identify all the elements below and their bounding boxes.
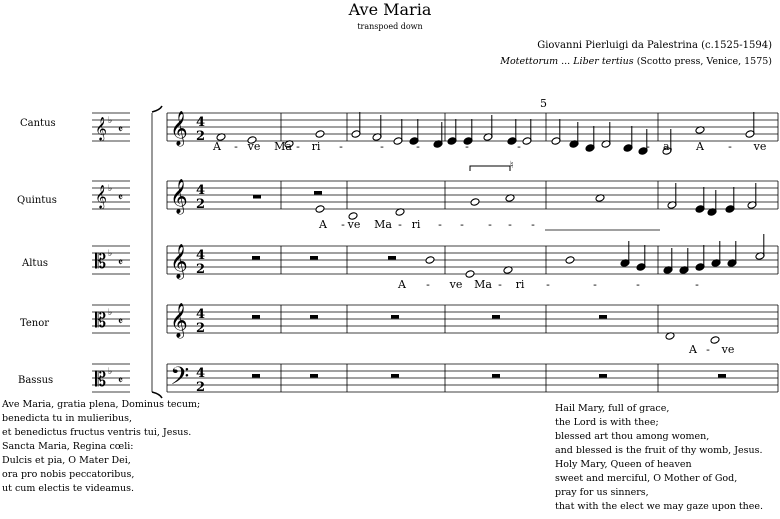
- lyric-syllable: -: [728, 140, 732, 153]
- rest-mark: [310, 374, 318, 378]
- lyric-syllable: Ma: [274, 140, 292, 153]
- lyric-syllable: Ma: [474, 278, 492, 291]
- lyric-syllable: A: [696, 140, 704, 153]
- english-line: sweet and merciful, O Mother of God,: [555, 473, 738, 484]
- lyric-syllable: -: [341, 218, 345, 231]
- measure-number: 5: [540, 97, 547, 110]
- lyric-syllable: -: [498, 278, 502, 291]
- incipit-flat: ♭: [108, 308, 113, 318]
- lyric-syllable: Ma: [374, 218, 392, 231]
- time-signature-bottom: 2: [196, 129, 206, 144]
- incipit-flat: ♭: [108, 367, 113, 377]
- lyric-syllable: ve: [753, 140, 767, 153]
- lyric-syllable: A: [689, 343, 697, 356]
- english-text: [555, 402, 763, 514]
- lyrics: [212, 140, 766, 356]
- part-name-quintus: Quintus: [17, 195, 57, 206]
- lyric-syllable: -: [593, 278, 597, 291]
- incipit-clef: 𝄡: [95, 367, 107, 391]
- latin-line: benedicta tu in mulieribus,: [2, 413, 133, 424]
- lyric-syllable: A: [213, 140, 221, 153]
- lyric-syllable: ve: [449, 278, 463, 291]
- time-signature-top: 4: [196, 183, 206, 198]
- english-line: blessed art thou among women,: [555, 431, 710, 442]
- incipit-meter: 𝄵: [118, 123, 123, 136]
- accidental-flat: ♮: [510, 160, 514, 171]
- composer-credit: Giovanni Pierluigi da Palestrina (c.1525-1594): [537, 40, 772, 51]
- lyric-syllable: -: [398, 218, 402, 231]
- lyric-syllable: -: [546, 278, 550, 291]
- time-signature-bottom: 2: [196, 262, 206, 277]
- clef-glyph: 𝄞: [170, 111, 188, 146]
- note-head: [425, 256, 435, 265]
- lyric-syllable: A: [398, 278, 406, 291]
- incipit-flat: ♭: [108, 184, 113, 194]
- rest-mark: [252, 315, 260, 319]
- lyric-syllable: -: [234, 140, 238, 153]
- rest-mark: [310, 315, 318, 319]
- incipit-clef: 𝄞: [95, 184, 107, 208]
- latin-text: [2, 398, 200, 496]
- lyric-syllable: ri: [311, 140, 321, 153]
- rest-mark: [599, 374, 607, 378]
- page-title: Ave Maria: [348, 0, 432, 19]
- incipit-meter: 𝄵: [118, 374, 123, 387]
- rest-mark: [310, 256, 318, 260]
- lyric-syllable: -: [380, 140, 384, 153]
- latin-line: et benedictus fructus ventris tui, Jesus.: [2, 427, 192, 438]
- clef-glyph: 𝄞: [170, 303, 188, 338]
- lyric-syllable: -: [438, 218, 442, 231]
- rest-mark: [599, 315, 607, 319]
- note-head: [470, 198, 480, 207]
- rest-mark: [388, 256, 396, 260]
- note-head: [315, 130, 325, 139]
- english-line: the Lord is with thee;: [555, 417, 659, 428]
- note-head: [315, 205, 325, 214]
- lyric-syllable: -: [339, 140, 343, 153]
- lyric-syllable: A: [319, 218, 327, 231]
- lyric-syllable: ve: [721, 343, 735, 356]
- incipit-flat: ♭: [108, 249, 113, 259]
- time-signature-bottom: 2: [196, 321, 206, 336]
- lyric-syllable: -: [416, 140, 420, 153]
- bracket-top: [152, 106, 162, 112]
- time-signature-top: 4: [196, 248, 206, 263]
- note-head: [465, 270, 475, 279]
- part-name-tenor: Tenor: [20, 318, 50, 329]
- lyric-syllable: -: [426, 278, 430, 291]
- lyric-syllable: -: [488, 218, 492, 231]
- lyric-syllable: -: [706, 343, 710, 356]
- incipit-meter: 𝄵: [118, 315, 123, 328]
- lyric-syllable: -: [531, 218, 535, 231]
- lyric-syllable: -: [465, 140, 469, 153]
- rest-mark: [391, 374, 399, 378]
- lyric-syllable: -: [517, 140, 521, 153]
- lyric-syllable: ri: [515, 278, 525, 291]
- lyric-syllable: -: [695, 278, 699, 291]
- source-publisher: (Scotto press, Venice, 1575): [633, 56, 772, 67]
- incipit-meter: 𝄵: [118, 256, 123, 269]
- time-signature-bottom: 2: [196, 197, 206, 212]
- incipit-clef: 𝄡: [95, 308, 107, 332]
- lyric-syllable: -: [586, 140, 590, 153]
- lyric-syllable: ve: [247, 140, 261, 153]
- lyric-syllable: ri: [411, 218, 421, 231]
- lyric-syllable: -: [646, 140, 650, 153]
- english-line: and blessed is the fruit of thy womb, Jesus.: [555, 445, 763, 456]
- part-name-cantus: Cantus: [20, 118, 56, 129]
- lyric-syllable: -: [296, 140, 300, 153]
- time-signature-top: 4: [196, 307, 206, 322]
- time-signature-bottom: 2: [196, 380, 206, 395]
- rest-mark: [391, 315, 399, 319]
- rest-mark: [492, 315, 500, 319]
- page-subtitle: transpoed down: [357, 22, 423, 31]
- latin-line: ora pro nobis peccatoribus,: [2, 469, 135, 480]
- rest-mark: [492, 374, 500, 378]
- latin-line: Ave Maria, gratia plena, Dominus tecum;: [2, 399, 201, 410]
- part-name-altus: Altus: [22, 258, 49, 269]
- rest-mark: [718, 374, 726, 378]
- time-signature-top: 4: [196, 366, 206, 381]
- latin-line: Sancta Maria, Regina cœli:: [2, 441, 134, 452]
- note-head: [710, 336, 720, 345]
- clef-glyph: 𝄞: [170, 244, 188, 279]
- time-signature-top: 4: [196, 115, 206, 130]
- english-line: pray for us sinners,: [555, 487, 649, 498]
- rest-mark: [314, 191, 322, 195]
- clef-glyph: 𝄞: [170, 179, 188, 214]
- source-title: Motettorum ... Liber tertius: [500, 56, 634, 67]
- rest-mark: [252, 374, 260, 378]
- rest-mark: [253, 195, 261, 199]
- latin-line: Dulcis et pia, O Mater Dei,: [2, 455, 131, 466]
- note-head: [565, 256, 575, 265]
- rest-mark: [252, 256, 260, 260]
- ligature-bracket: [470, 166, 510, 171]
- lyric-syllable: ve: [347, 218, 361, 231]
- incipit-flat: ♭: [108, 116, 113, 126]
- latin-line: ut cum electis te videamus.: [2, 483, 135, 494]
- lyric-syllable: a,: [662, 140, 674, 153]
- lyric-syllable: -: [460, 218, 464, 231]
- clef-glyph: 𝄢: [170, 362, 190, 397]
- lyric-syllable: -: [508, 218, 512, 231]
- part-name-bassus: Bassus: [18, 375, 54, 386]
- english-line: that with the elect we may gaze upon thee.: [555, 501, 764, 512]
- incipit-clef: 𝄡: [95, 249, 107, 273]
- english-line: Hail Mary, full of grace,: [555, 403, 670, 414]
- incipit-clef: 𝄞: [95, 116, 107, 140]
- lyric-syllable: -: [636, 278, 640, 291]
- incipit-meter: 𝄵: [118, 191, 123, 204]
- english-line: Holy Mary, Queen of heaven: [555, 459, 692, 470]
